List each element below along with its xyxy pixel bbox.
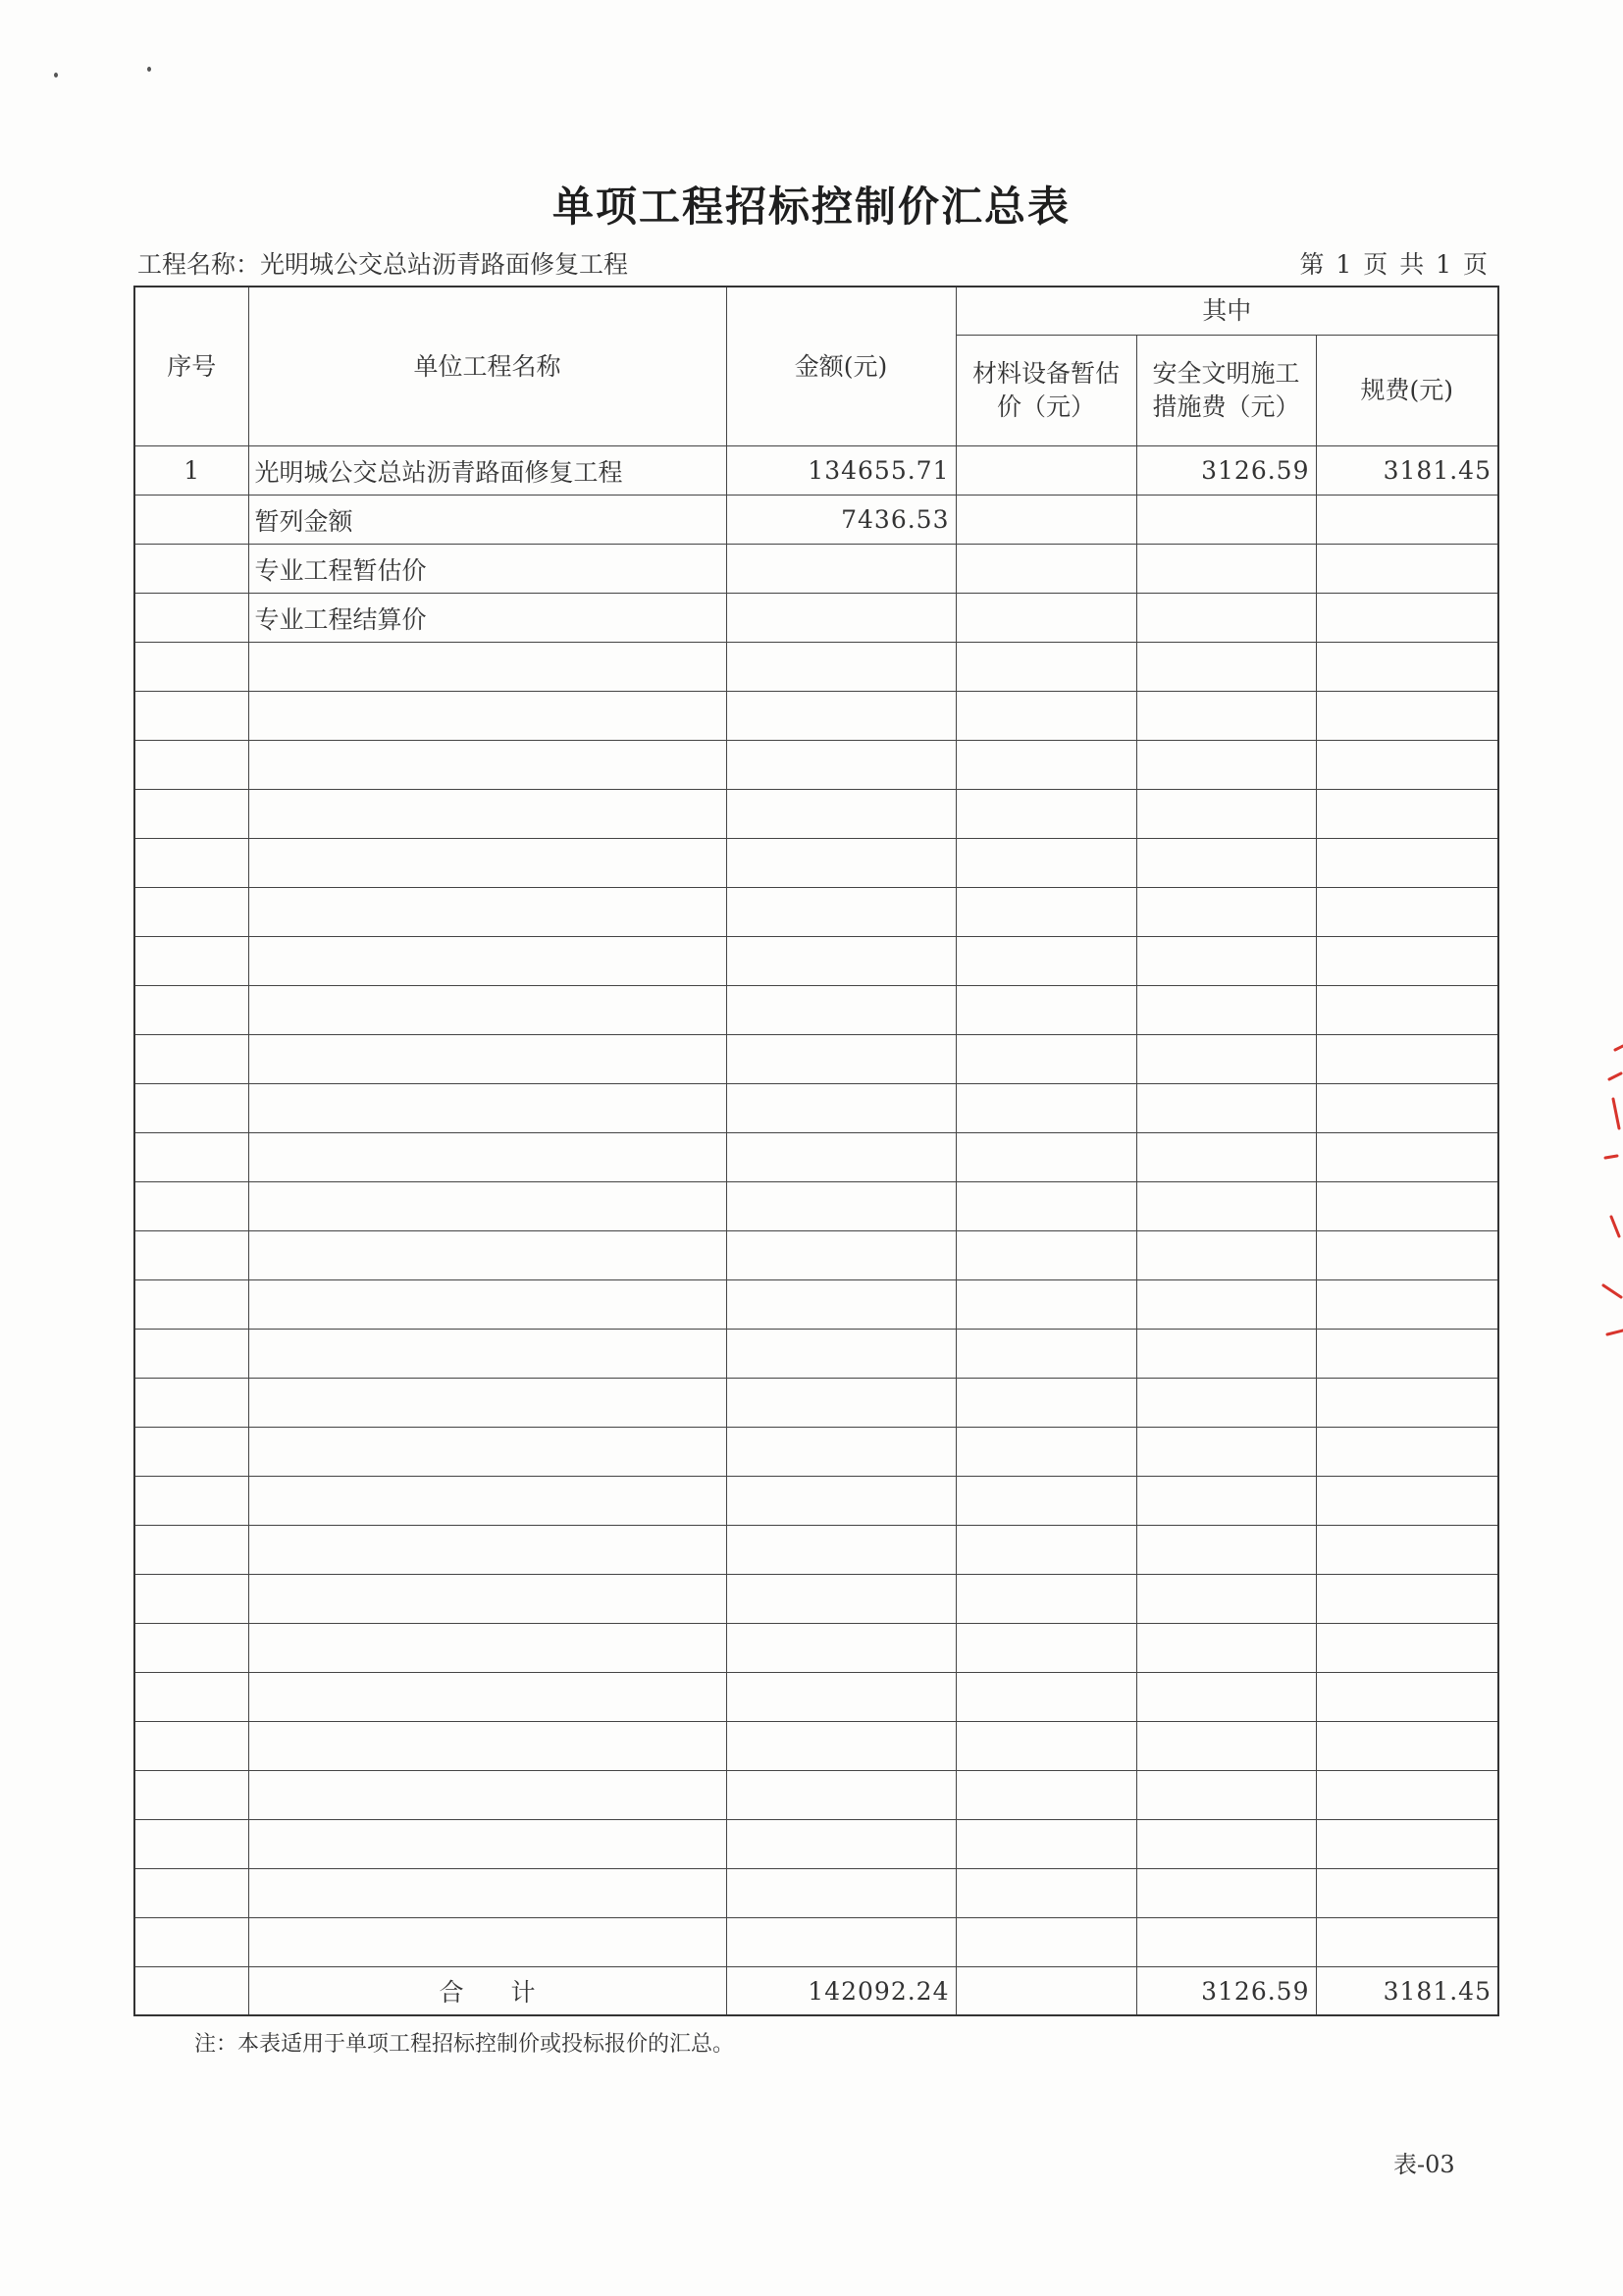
empty-cell	[1136, 1084, 1316, 1133]
empty-cell	[1316, 692, 1498, 741]
cell-material	[956, 594, 1136, 643]
empty-cell	[134, 790, 248, 839]
empty-cell	[134, 741, 248, 790]
empty-table-row	[134, 790, 1498, 839]
empty-table-row	[134, 888, 1498, 937]
empty-cell	[248, 986, 726, 1035]
empty-cell	[956, 1771, 1136, 1820]
empty-cell	[134, 1575, 248, 1624]
empty-cell	[1316, 790, 1498, 839]
empty-cell	[1316, 1526, 1498, 1575]
empty-cell	[956, 986, 1136, 1035]
empty-cell	[248, 1869, 726, 1918]
empty-cell	[248, 1133, 726, 1182]
empty-cell	[248, 1526, 726, 1575]
empty-cell	[1136, 741, 1316, 790]
empty-table-row	[134, 1182, 1498, 1231]
empty-cell	[248, 1379, 726, 1428]
empty-cell	[726, 1820, 956, 1869]
empty-cell	[726, 1918, 956, 1967]
total-seq-cell	[134, 1967, 248, 2016]
total-row	[134, 1967, 1498, 2016]
empty-cell	[1316, 1820, 1498, 1869]
empty-cell	[134, 1722, 248, 1771]
cell-amount: 7436.53	[726, 496, 956, 545]
empty-cell	[248, 692, 726, 741]
empty-cell	[248, 1182, 726, 1231]
empty-cell	[248, 643, 726, 692]
cell-material	[956, 545, 1136, 594]
empty-cell	[248, 1673, 726, 1722]
empty-cell	[726, 1035, 956, 1084]
empty-cell	[134, 1182, 248, 1231]
empty-cell	[726, 1869, 956, 1918]
cell-amount	[726, 545, 956, 594]
cell-name: 专业工程结算价	[248, 594, 726, 643]
empty-cell	[1316, 1182, 1498, 1231]
empty-cell	[1136, 1820, 1316, 1869]
empty-cell	[1136, 1869, 1316, 1918]
empty-cell	[956, 1280, 1136, 1330]
table-row	[134, 446, 1498, 496]
empty-cell	[134, 1624, 248, 1673]
empty-cell	[248, 1428, 726, 1477]
empty-cell	[1316, 888, 1498, 937]
empty-cell	[134, 1428, 248, 1477]
empty-cell	[1136, 1182, 1316, 1231]
cell-amount: 134655.71	[726, 446, 956, 496]
empty-cell	[726, 1477, 956, 1526]
empty-cell	[248, 1035, 726, 1084]
empty-cell	[956, 790, 1136, 839]
empty-cell	[956, 888, 1136, 937]
empty-table-row	[134, 643, 1498, 692]
table-row	[134, 545, 1498, 594]
empty-table-row	[134, 1280, 1498, 1330]
empty-cell	[1136, 1379, 1316, 1428]
empty-cell	[248, 1084, 726, 1133]
empty-table-row	[134, 1379, 1498, 1428]
cell-material	[956, 446, 1136, 496]
empty-table-row	[134, 1428, 1498, 1477]
empty-table-row	[134, 1624, 1498, 1673]
empty-cell	[956, 1673, 1136, 1722]
empty-table-row	[134, 1231, 1498, 1280]
empty-cell	[134, 1035, 248, 1084]
empty-cell	[956, 1526, 1136, 1575]
empty-cell	[1316, 1477, 1498, 1526]
empty-cell	[1136, 1133, 1316, 1182]
empty-cell	[1316, 643, 1498, 692]
total-label: 合 计	[248, 1967, 726, 2016]
empty-table-row	[134, 1575, 1498, 1624]
empty-cell	[956, 1330, 1136, 1379]
empty-cell	[956, 1379, 1136, 1428]
cell-fees	[1316, 594, 1498, 643]
header-fees: 规费(元)	[1316, 336, 1498, 446]
cell-amount	[726, 594, 956, 643]
empty-cell	[726, 839, 956, 888]
empty-cell	[248, 790, 726, 839]
empty-cell	[726, 692, 956, 741]
empty-cell	[248, 888, 726, 937]
empty-cell	[1136, 839, 1316, 888]
empty-cell	[1316, 1330, 1498, 1379]
summary-table	[133, 286, 1499, 2016]
empty-cell	[1316, 1869, 1498, 1918]
empty-cell	[1316, 1084, 1498, 1133]
empty-table-row	[134, 839, 1498, 888]
empty-cell	[1136, 1428, 1316, 1477]
empty-cell	[248, 839, 726, 888]
cell-fees: 3181.45	[1316, 446, 1498, 496]
cell-name: 光明城公交总站沥青路面修复工程	[248, 446, 726, 496]
project-name: 光明城公交总站沥青路面修复工程	[260, 250, 629, 279]
empty-cell	[726, 1722, 956, 1771]
empty-cell	[956, 692, 1136, 741]
empty-cell	[134, 1918, 248, 1967]
empty-cell	[1136, 1330, 1316, 1379]
empty-cell	[726, 790, 956, 839]
project-line	[137, 245, 628, 281]
empty-cell	[1316, 1280, 1498, 1330]
empty-cell	[726, 1182, 956, 1231]
empty-cell	[1316, 937, 1498, 986]
empty-cell	[134, 643, 248, 692]
total-safety: 3126.59	[1136, 1967, 1316, 2016]
empty-cell	[1136, 1280, 1316, 1330]
empty-cell	[956, 1035, 1136, 1084]
cell-material	[956, 496, 1136, 545]
empty-cell	[248, 1820, 726, 1869]
empty-cell	[1136, 692, 1316, 741]
empty-cell	[956, 839, 1136, 888]
empty-cell	[956, 1428, 1136, 1477]
empty-table-row	[134, 1084, 1498, 1133]
empty-cell	[726, 1133, 956, 1182]
empty-cell	[248, 1722, 726, 1771]
empty-cell	[726, 1084, 956, 1133]
empty-cell	[1316, 741, 1498, 790]
empty-table-row	[134, 1330, 1498, 1379]
cell-safety	[1136, 496, 1316, 545]
empty-cell	[248, 1280, 726, 1330]
header-seq: 序号	[134, 287, 248, 446]
empty-cell	[956, 1722, 1136, 1771]
empty-cell	[1316, 1918, 1498, 1967]
empty-cell	[134, 1280, 248, 1330]
empty-cell	[134, 1673, 248, 1722]
empty-table-row	[134, 1133, 1498, 1182]
empty-cell	[726, 1280, 956, 1330]
empty-cell	[1316, 986, 1498, 1035]
empty-cell	[1316, 1624, 1498, 1673]
empty-cell	[134, 1379, 248, 1428]
cell-safety: 3126.59	[1136, 446, 1316, 496]
empty-cell	[248, 1771, 726, 1820]
empty-cell	[1136, 937, 1316, 986]
empty-cell	[956, 1477, 1136, 1526]
scan-speck	[147, 67, 151, 72]
empty-cell	[134, 1820, 248, 1869]
empty-cell	[956, 1820, 1136, 1869]
empty-cell	[1136, 1722, 1316, 1771]
empty-cell	[134, 1771, 248, 1820]
empty-table-row	[134, 1526, 1498, 1575]
table-note: 注：本表适用于单项工程招标控制价或投标报价的汇总。	[194, 2032, 735, 2057]
empty-cell	[1136, 1231, 1316, 1280]
cell-seq	[134, 496, 248, 545]
empty-table-row	[134, 1820, 1498, 1869]
empty-table-row	[134, 937, 1498, 986]
empty-cell	[1136, 1624, 1316, 1673]
form-code: 表-03	[1393, 2151, 1455, 2178]
empty-cell	[956, 643, 1136, 692]
empty-cell	[1316, 1379, 1498, 1428]
empty-cell	[726, 1624, 956, 1673]
empty-cell	[726, 888, 956, 937]
empty-cell	[956, 1084, 1136, 1133]
total-amount: 142092.24	[726, 1967, 956, 2016]
empty-cell	[726, 1575, 956, 1624]
empty-cell	[1136, 790, 1316, 839]
empty-cell	[134, 986, 248, 1035]
empty-cell	[1316, 1231, 1498, 1280]
empty-cell	[248, 937, 726, 986]
empty-cell	[1316, 1722, 1498, 1771]
empty-cell	[134, 839, 248, 888]
empty-cell	[726, 937, 956, 986]
empty-table-row	[134, 1035, 1498, 1084]
empty-cell	[726, 1428, 956, 1477]
empty-table-row	[134, 1771, 1498, 1820]
empty-cell	[726, 741, 956, 790]
header-unit-name: 单位工程名称	[248, 287, 726, 446]
empty-cell	[1136, 1918, 1316, 1967]
empty-cell	[1136, 1526, 1316, 1575]
empty-cell	[1316, 1133, 1498, 1182]
empty-cell	[1136, 643, 1316, 692]
header-material: 材料设备暂估价（元）	[956, 336, 1136, 446]
empty-table-row	[134, 1869, 1498, 1918]
scan-speck	[54, 73, 58, 78]
empty-cell	[248, 1231, 726, 1280]
total-material	[956, 1967, 1136, 2016]
empty-cell	[726, 986, 956, 1035]
document-title: 单项工程招标控制价汇总表	[551, 183, 1071, 231]
empty-cell	[134, 1133, 248, 1182]
empty-cell	[726, 1526, 956, 1575]
table-body	[134, 446, 1498, 1967]
empty-cell	[1136, 888, 1316, 937]
empty-cell	[956, 1231, 1136, 1280]
empty-cell	[134, 937, 248, 986]
empty-table-row	[134, 1477, 1498, 1526]
cell-fees	[1316, 496, 1498, 545]
cell-safety	[1136, 545, 1316, 594]
empty-cell	[248, 741, 726, 790]
empty-cell	[248, 1330, 726, 1379]
empty-cell	[726, 1771, 956, 1820]
page-info: 第 1 页 共 1 页	[1299, 250, 1488, 279]
empty-cell	[1136, 1477, 1316, 1526]
empty-cell	[956, 937, 1136, 986]
cell-seq	[134, 594, 248, 643]
empty-cell	[1316, 839, 1498, 888]
empty-cell	[248, 1624, 726, 1673]
cell-name: 专业工程暂估价	[248, 545, 726, 594]
table-row	[134, 496, 1498, 545]
empty-cell	[1316, 1673, 1498, 1722]
empty-cell	[134, 1869, 248, 1918]
empty-cell	[1316, 1035, 1498, 1084]
empty-cell	[956, 1869, 1136, 1918]
empty-cell	[134, 1231, 248, 1280]
project-label: 工程名称：	[137, 250, 261, 279]
empty-cell	[726, 1379, 956, 1428]
empty-cell	[248, 1477, 726, 1526]
empty-cell	[1316, 1771, 1498, 1820]
empty-table-row	[134, 692, 1498, 741]
empty-cell	[134, 1330, 248, 1379]
empty-table-row	[134, 986, 1498, 1035]
header-amount: 金额(元)	[726, 287, 956, 446]
empty-cell	[134, 692, 248, 741]
empty-cell	[248, 1918, 726, 1967]
empty-cell	[956, 1624, 1136, 1673]
empty-cell	[726, 1673, 956, 1722]
red-stamp-fragment	[1596, 1040, 1623, 1354]
table-row	[134, 594, 1498, 643]
empty-cell	[726, 1231, 956, 1280]
cell-seq	[134, 545, 248, 594]
empty-cell	[956, 1575, 1136, 1624]
empty-cell	[1136, 1575, 1316, 1624]
empty-cell	[956, 1133, 1136, 1182]
empty-cell	[1136, 1771, 1316, 1820]
empty-table-row	[134, 1918, 1498, 1967]
empty-cell	[134, 1084, 248, 1133]
total-fees: 3181.45	[1316, 1967, 1498, 2016]
header-of-which: 其中	[956, 287, 1498, 336]
empty-cell	[726, 643, 956, 692]
empty-cell	[1136, 1673, 1316, 1722]
cell-fees	[1316, 545, 1498, 594]
empty-cell	[1316, 1575, 1498, 1624]
empty-cell	[726, 1330, 956, 1379]
empty-cell	[134, 1477, 248, 1526]
empty-cell	[248, 1575, 726, 1624]
empty-table-row	[134, 1722, 1498, 1771]
cell-name: 暂列金额	[248, 496, 726, 545]
empty-cell	[956, 1918, 1136, 1967]
cell-seq: 1	[134, 446, 248, 496]
empty-cell	[134, 888, 248, 937]
empty-cell	[956, 1182, 1136, 1231]
empty-cell	[1136, 986, 1316, 1035]
empty-cell	[134, 1526, 248, 1575]
empty-table-row	[134, 741, 1498, 790]
empty-cell	[1136, 1035, 1316, 1084]
header-safety: 安全文明施工措施费（元）	[1136, 336, 1316, 446]
empty-cell	[956, 741, 1136, 790]
cell-safety	[1136, 594, 1316, 643]
empty-cell	[1316, 1428, 1498, 1477]
empty-table-row	[134, 1673, 1498, 1722]
